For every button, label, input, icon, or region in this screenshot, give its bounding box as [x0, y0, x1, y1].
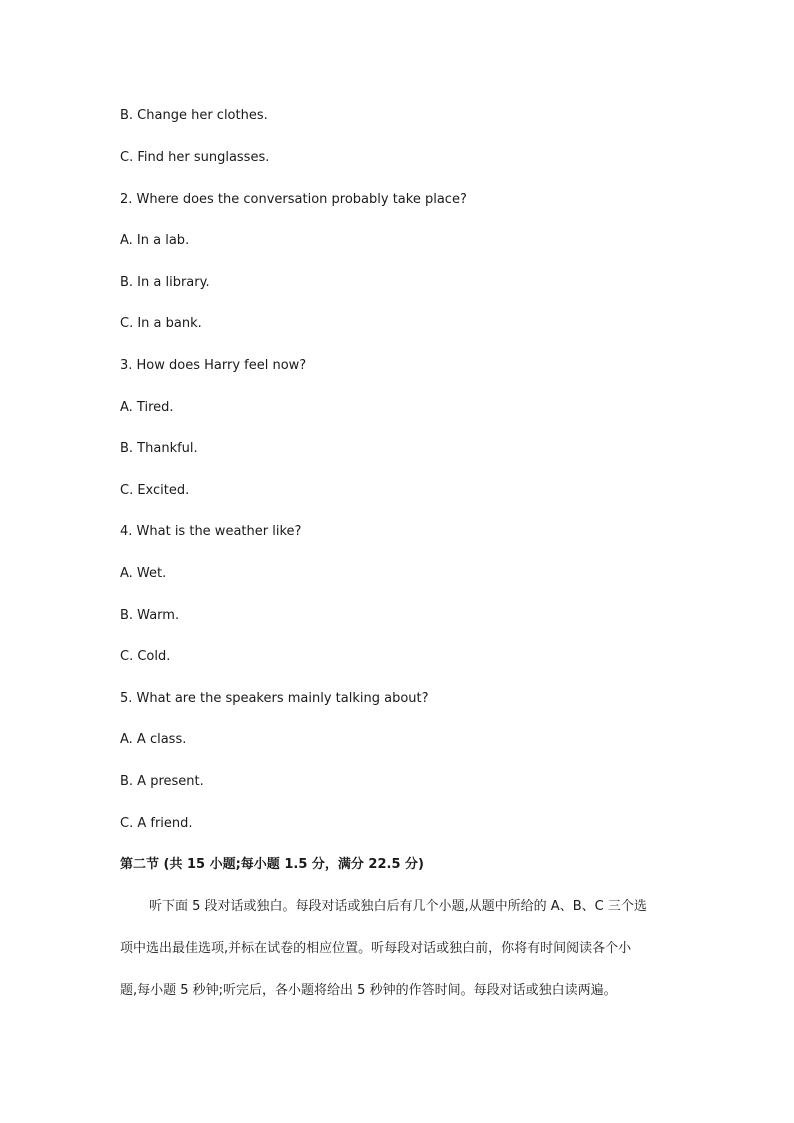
- option-5b: B. A present.: [120, 774, 204, 789]
- option-1c: C. Find her sunglasses.: [120, 150, 270, 165]
- question-4: 4. What is the weather like?: [120, 524, 302, 539]
- option-2b: B. In a library.: [120, 275, 210, 290]
- question-3: 3. How does Harry feel now?: [120, 358, 307, 373]
- question-5: 5. What are the speakers mainly talking about?: [120, 691, 429, 706]
- instructions-line-3: 题,每小题 5 秒钟;听完后，各小题将给出 5 秒钟的作答时间。每段对话或独白读两遍。: [120, 983, 617, 998]
- option-2c: C. In a bank.: [120, 316, 202, 331]
- option-3c: C. Excited.: [120, 483, 190, 498]
- option-5a: A. A class.: [120, 732, 187, 747]
- question-2: 2. Where does the conversation probably take place?: [120, 192, 467, 207]
- instructions-line-2: 项中选出最佳选项,并标在试卷的相应位置。听每段对话或独白前，你将有时间阅读各个小: [120, 941, 632, 956]
- option-3b: B. Thankful.: [120, 441, 198, 456]
- option-1b: B. Change her clothes.: [120, 108, 268, 123]
- option-4a: A. Wet.: [120, 566, 167, 581]
- option-4b: B. Warm.: [120, 608, 180, 623]
- option-5c: C. A friend.: [120, 816, 193, 831]
- option-2a: A. In a lab.: [120, 233, 190, 248]
- section-heading: 第二节 (共 15 小题;每小题 1.5 分，满分 22.5 分): [120, 857, 424, 872]
- option-3a: A. Tired.: [120, 400, 174, 415]
- instructions-line-1: 听下面 5 段对话或独白。每段对话或独白后有几个小题,从题中所给的 A、B、C 三个选: [149, 899, 647, 914]
- option-4c: C. Cold.: [120, 649, 171, 664]
